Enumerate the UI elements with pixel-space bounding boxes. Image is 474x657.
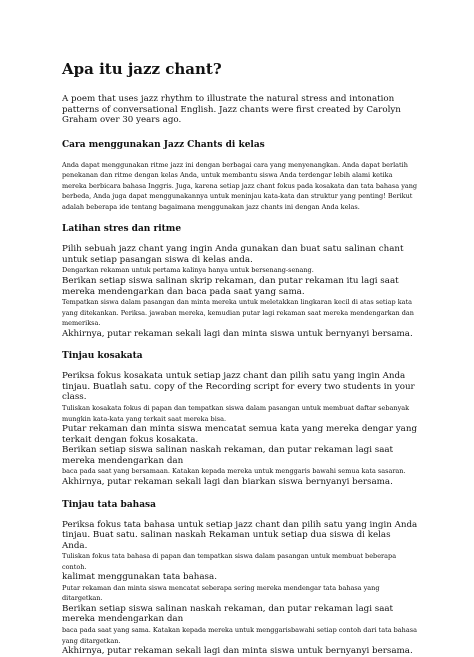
paragraph-line: Akhirnya, putar rekaman sekali lagi dan biarkan siswa bernyanyi bersama. <box>62 476 393 487</box>
paragraph-line: Berikan setiap siswa salinan naskah rekaman, dan putar rekaman lagi saat mereka mendengarkan dan <box>62 445 394 466</box>
paragraph-line: Tuliskan kosakata fokus di papan dan tempatkan siswa dalam pasangan untuk membuat daftar sebanyak mungkin kata-kata yang terkait saat mereka bisa. <box>62 404 410 423</box>
paragraph-line: Periksa fokus kosakata untuk setiap jazz chant dan pilih satu yang ingin Anda tinjau. Buatlah satu. copy of the Recording script for every two students in your class. <box>62 371 415 403</box>
paragraph-line: Berikan setiap siswa salinan skrip rekaman, dan putar rekaman itu lagi saat mereka mendengarkan dan baca pada saat yang sama. <box>62 275 399 297</box>
section-heading: Cara menggunakan Jazz Chants di kelas <box>62 139 265 150</box>
paragraph-line: Anda dapat menggunakan ritme jazz ini dengan berbagai cara yang menyenangkan. Anda dapat berlatih penekanan dan ritme dengan kelas Anda, untuk membantu siswa Anda terdengar lebih alami ketika mereka berbicara bahasa Inggris. Juga, karena setiap jazz chant fokus pada kosakata dan tata bahasa yang berbeda, Anda juga dapat menggunakannya untuk meninjau kata-kata dan struktur yang penting! Berikut adalah beberapa ide tentang bagaimana menggunakan jazz chants ini dengan Anda kelas. <box>62 160 418 211</box>
paragraph-line: Tuliskan fokus tata bahasa di papan dan tempatkan siswa dalam pasangan untuk membuat beberapa contoh. <box>62 552 397 571</box>
section-heading: Tinjau kosakata <box>62 351 143 362</box>
section <box>62 351 418 487</box>
paragraph-line: Akhirnya, putar rekaman sekali lagi dan minta siswa untuk bernyanyi bersama. <box>62 328 413 339</box>
section-heading: Latihan stres dan ritme <box>62 224 182 235</box>
section-heading: Tinjau tata bahasa <box>62 499 156 510</box>
paragraph-line: Tempatkan siswa dalam pasangan dan minta mereka untuk meletakkan lingkaran kecil di atas setiap kata yang ditekankan. Periksa. jawaban mereka, kemudian putar lagi rekaman saat mereka mendengarkan dan memeriksa. <box>62 298 414 328</box>
intro-paragraph: A poem that uses jazz rhythm to illustrate the natural stress and intonation patterns of conversational English. Jazz chants were first created by Carolyn Graham over 30 years ago. <box>62 94 401 126</box>
paragraph-line: Dengarkan rekaman untuk pertama kalinya hanya untuk bersenang-senang. <box>62 266 314 275</box>
section <box>62 500 418 657</box>
section <box>62 224 418 339</box>
paragraph-line: baca pada saat yang sama. Katakan kepada mereka untuk menggarisbawahi setiap contoh dari tata bahasa yang ditargetkan. <box>62 626 417 645</box>
section <box>62 140 418 213</box>
paragraph-line: Akhirnya, putar rekaman sekali lagi dan minta siswa untuk bernyanyi bersama. <box>62 646 413 657</box>
paragraph-line: Periksa fokus tata bahasa untuk setiap jazz chant dan pilih satu yang ingin Anda tinjau. Buat satu. salinan naskah Rekaman untuk setiap dua siswa di kelas Anda. <box>62 519 418 551</box>
paragraph-line: baca pada saat yang bersamaan. Katakan kepada mereka untuk menggaris bawahi semua kata sasaran. <box>62 467 406 476</box>
paragraph-line: Pilih sebuah jazz chant yang ingin Anda gunakan dan buat satu salinan chant untuk setiap pasangan siswa di kelas anda. <box>62 244 404 265</box>
page-title: Apa itu jazz chant? <box>62 60 222 78</box>
paragraph-line: Putar rekaman dan minta siswa mencatat semua kata yang mereka dengar yang terkait dengan fokus kosakata. <box>62 424 418 445</box>
sections-container <box>62 140 418 657</box>
paragraph-line: kalimat menggunakan tata bahasa. <box>62 572 217 583</box>
paragraph-line: Putar rekaman dan minta siswa mencatat seberapa sering mereka mendengar tata bahasa yang ditargetkan. <box>62 583 380 603</box>
paragraph-line: Berikan setiap siswa salinan naskah rekaman, dan putar rekaman lagi saat mereka mendengarkan dan <box>62 603 394 625</box>
